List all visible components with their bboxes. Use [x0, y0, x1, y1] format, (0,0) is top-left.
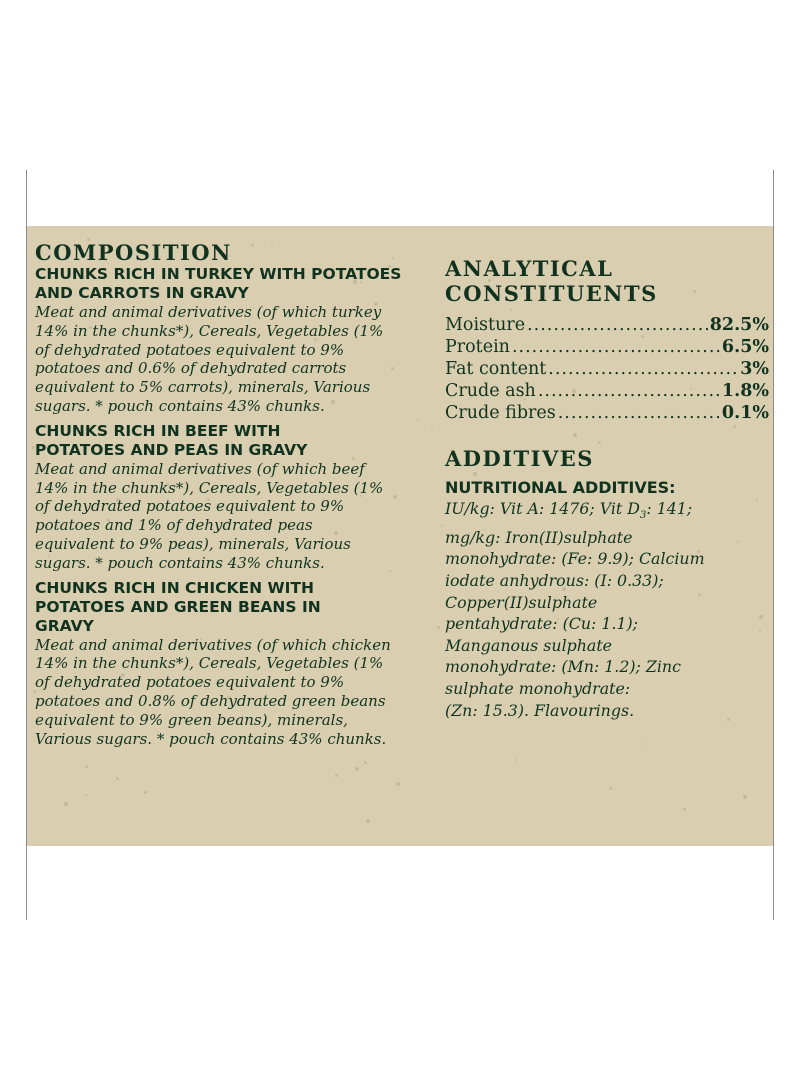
constituent-row-moisture	[445, 314, 769, 336]
constituent-row-fibres	[445, 402, 769, 424]
additives-line: monohydrate: (Mn: 1.2); Zinc	[445, 657, 681, 677]
product-line: Meat and animal derivatives (of which chicken	[35, 635, 391, 654]
right-frame-line	[773, 170, 774, 920]
additives-line: Copper(II)sulphate	[445, 592, 598, 612]
texture-speck	[335, 774, 338, 777]
product-line: of dehydrated potatoes equivalent to 9%	[35, 673, 345, 692]
product-line: equivalent to 9% green beans), minerals,	[35, 710, 348, 729]
product-heading: CHUNKS RICH IN BEEF WITH POTATOES AND PEAS IN GRAVY	[35, 421, 308, 459]
product-line: sugars. * pouch contains 43% chunks.	[35, 553, 325, 572]
constituent-row-fat	[445, 358, 769, 380]
product-beef	[35, 422, 435, 573]
texture-speck	[366, 819, 370, 823]
additives-line: (Zn: 15.3). Flavourings.	[445, 700, 635, 720]
product-heading: CHUNKS RICH IN CHICKEN WITH POTATOES AND GREEN BEANS IN GRAVY	[35, 578, 321, 635]
texture-speck	[364, 761, 367, 764]
texture-speck	[144, 791, 147, 794]
product-line: 14% in the chunks*), Cereals, Vegetables (1%	[35, 478, 384, 497]
additives-line: monohydrate: (Fe: 9.9); Calcium	[445, 549, 705, 569]
texture-speck	[743, 795, 747, 799]
texture-speck	[641, 743, 643, 745]
analytical-title-line2: CONSTITUENTS	[445, 281, 658, 306]
additives-line: pentahydrate: (Cu: 1.1);	[445, 614, 638, 634]
product-heading: CHUNKS RICH IN TURKEY WITH POTATOES AND CARROTS IN GRAVY	[35, 265, 402, 302]
dot-leader	[538, 380, 720, 402]
constituent-row-ash	[445, 380, 769, 402]
constituent-value: 1.8%	[721, 381, 769, 401]
texture-speck	[683, 808, 686, 811]
dot-leader	[512, 336, 720, 358]
product-line: 14% in the chunks*), Cereals, Vegetables (1%	[35, 654, 384, 673]
texture-speck	[609, 787, 612, 790]
additives-title: ADDITIVES	[445, 446, 594, 471]
additives-line-part: IU/kg: Vit A: 1476; Vit D	[445, 499, 640, 518]
product-line: potatoes and 0.8% of dehydrated green beans	[35, 691, 386, 710]
constituent-value: 82.5%	[709, 315, 769, 335]
constituent-value: 3%	[740, 359, 769, 379]
product-line: Meat and animal derivatives (of which turkey	[35, 303, 382, 321]
constituent-label: Moisture	[445, 315, 526, 335]
product-line: equivalent to 9% peas), minerals, Various	[35, 534, 351, 553]
composition-column	[35, 240, 435, 748]
constituent-label: Crude fibres	[445, 403, 556, 423]
texture-speck	[515, 759, 517, 761]
product-line: sugars. * pouch contains 43% chunks.	[35, 396, 325, 415]
label-panel	[27, 226, 773, 846]
additives-line: Manganous sulphate	[445, 635, 613, 655]
analytical-title-line1: ANALYTICAL	[445, 256, 614, 281]
constituent-row-protein	[445, 336, 769, 358]
texture-speck	[441, 525, 443, 527]
product-line: potatoes and 0.6% of dehydrated carrots	[35, 359, 347, 378]
texture-speck	[85, 794, 87, 796]
constituent-label: Fat content	[445, 359, 547, 379]
product-line: Meat and animal derivatives (of which beef	[35, 459, 365, 478]
dot-leader	[558, 402, 720, 424]
constituent-label: Crude ash	[445, 381, 536, 401]
product-turkey	[35, 265, 435, 416]
additives-line	[445, 498, 769, 527]
constituent-value: 6.5%	[721, 337, 769, 357]
product-chicken	[35, 579, 435, 749]
texture-speck	[116, 777, 119, 780]
additives-line: mg/kg: Iron(II)sulphate	[445, 527, 633, 547]
product-line: 14% in the chunks*), Cereals, Vegetables (1%	[35, 321, 384, 340]
constituent-value: 0.1%	[721, 403, 769, 423]
composition-title: COMPOSITION	[35, 240, 232, 265]
product-line: equivalent to 5% carrots), minerals, Various	[35, 378, 371, 397]
texture-speck	[85, 765, 88, 768]
texture-speck	[437, 626, 440, 629]
constituent-label: Protein	[445, 337, 510, 357]
texture-speck	[355, 767, 359, 771]
subscript-3: 3	[639, 510, 647, 522]
product-line: of dehydrated potatoes equivalent to 9%	[35, 340, 345, 359]
analytical-column	[445, 256, 769, 721]
texture-speck	[396, 782, 400, 786]
texture-speck	[64, 802, 68, 806]
product-line: potatoes and 1% of dehydrated peas	[35, 516, 313, 535]
additives-line: iodate anhydrous: (I: 0.33);	[445, 570, 664, 590]
additives-line-part: : 141;	[646, 499, 693, 518]
additives-subtitle: NUTRITIONAL ADDITIVES:	[445, 478, 676, 497]
additives-line: sulphate monohydrate:	[445, 678, 631, 698]
dot-leader	[548, 358, 738, 380]
product-line: of dehydrated potatoes equivalent to 9%	[35, 497, 345, 516]
product-line: Various sugars. * pouch contains 43% chunks.	[35, 729, 387, 748]
dot-leader	[527, 314, 708, 336]
